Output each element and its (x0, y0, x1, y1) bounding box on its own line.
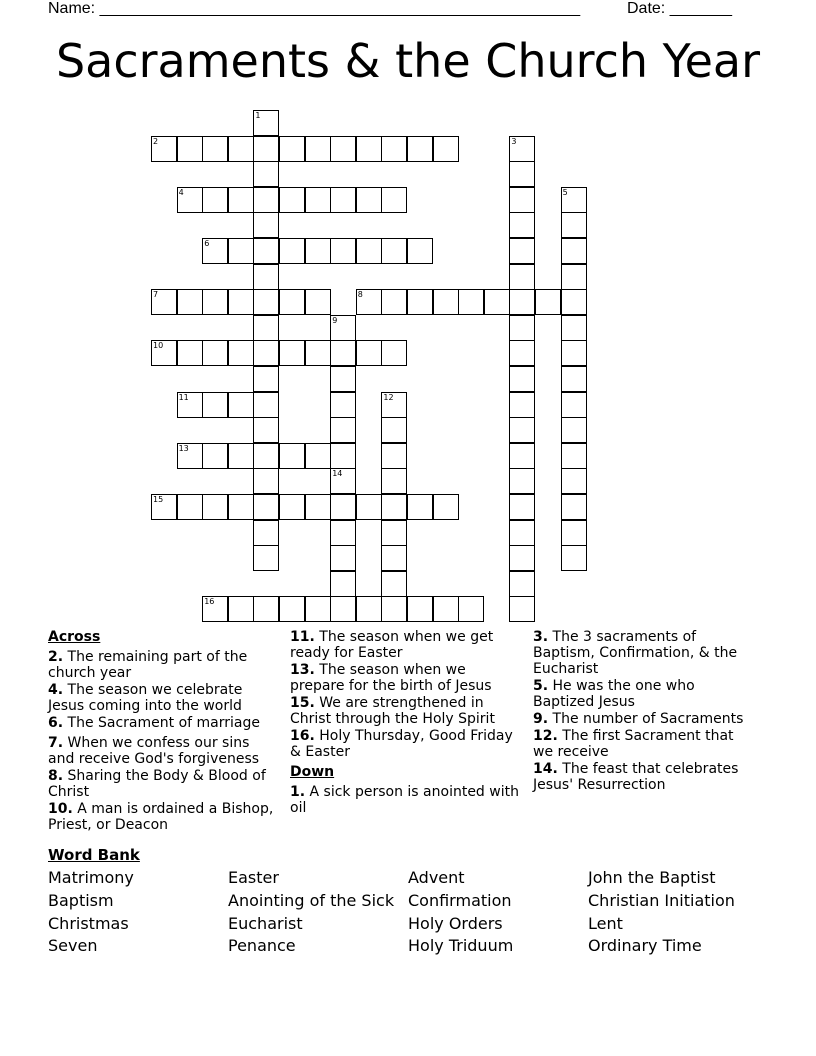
crossword-cell[interactable] (279, 494, 305, 520)
clue-number: 8 (357, 290, 363, 300)
crossword-cell[interactable] (509, 468, 535, 494)
crossword-cell[interactable] (561, 545, 587, 571)
crossword-cell[interactable] (177, 289, 203, 315)
crossword-cell[interactable] (381, 443, 407, 469)
crossword-cell[interactable] (253, 161, 279, 187)
crossword-cell[interactable] (381, 571, 407, 597)
clue-number: 10 (153, 341, 164, 351)
crossword-cell[interactable] (561, 289, 587, 315)
crossword-cell[interactable] (561, 443, 587, 469)
crossword-cell[interactable] (407, 289, 433, 315)
clue-across-2: 2. The remaining part of the church year (48, 649, 248, 681)
crossword-cell[interactable] (561, 520, 587, 546)
crossword-cell[interactable] (279, 187, 305, 213)
crossword-cell[interactable] (305, 340, 331, 366)
crossword-cell[interactable] (509, 494, 535, 520)
crossword-cell[interactable] (305, 238, 331, 264)
crossword-cell[interactable] (509, 417, 535, 443)
crossword-cell[interactable] (458, 596, 484, 622)
clue-down-3: 3. The 3 sacraments of Baptism, Confirmation, & the Eucharist (533, 629, 738, 677)
crossword-cell[interactable] (202, 443, 228, 469)
crossword-cell[interactable] (330, 136, 356, 162)
clue-number: 13 (178, 443, 189, 453)
crossword-cell[interactable] (356, 340, 382, 366)
clue-across-10: 10. A man is ordained a Bishop, Priest, or Deacon (48, 801, 274, 833)
crossword-cell[interactable] (381, 596, 407, 622)
word-bank-heading: Word Bank (48, 846, 140, 864)
word-bank-item: Eucharist (228, 914, 303, 933)
crossword-cell[interactable] (279, 238, 305, 264)
crossword-cell[interactable] (253, 494, 279, 520)
crossword-cell[interactable] (509, 212, 535, 238)
crossword-cell[interactable] (253, 289, 279, 315)
crossword-cell[interactable] (381, 187, 407, 213)
page-title: Sacraments & the Church Year (55, 34, 761, 88)
crossword-cell[interactable] (330, 392, 356, 418)
crossword-cell[interactable] (253, 264, 279, 290)
crossword-cell[interactable] (279, 340, 305, 366)
crossword-cell[interactable] (509, 340, 535, 366)
crossword-cell[interactable] (561, 187, 587, 213)
crossword-cell[interactable] (407, 494, 433, 520)
crossword-cell[interactable] (330, 187, 356, 213)
clue-number: 15 (153, 495, 164, 504)
crossword-cell[interactable] (535, 289, 561, 315)
crossword-cell[interactable] (381, 340, 407, 366)
crossword-cell[interactable] (561, 264, 587, 290)
clue-number: 1 (255, 111, 261, 120)
crossword-cell[interactable] (356, 596, 382, 622)
crossword-cell[interactable] (330, 520, 356, 546)
crossword-cell[interactable] (381, 136, 407, 162)
crossword-cell[interactable] (330, 571, 356, 597)
crossword-cell[interactable] (228, 136, 254, 162)
crossword-cell[interactable] (381, 417, 407, 443)
crossword-cell[interactable] (356, 289, 382, 315)
crossword-cell[interactable] (509, 545, 535, 571)
crossword-cell[interactable] (228, 289, 254, 315)
crossword-cell[interactable] (330, 366, 356, 392)
crossword-cell[interactable] (151, 494, 177, 520)
crossword-cell[interactable] (202, 340, 228, 366)
crossword-cell[interactable] (561, 315, 587, 341)
crossword-cell[interactable] (253, 110, 279, 136)
crossword-cell[interactable] (381, 238, 407, 264)
clue-down-12: 12. The first Sacrament that we receive (533, 728, 734, 760)
crossword-cell[interactable] (561, 340, 587, 366)
crossword-cell[interactable] (484, 289, 510, 315)
crossword-cell[interactable] (381, 545, 407, 571)
crossword-cell[interactable] (177, 340, 203, 366)
clue-across-13: 13. The season when we prepare for the birth of Jesus (290, 662, 492, 694)
clue-down-1: 1. A sick person is anointed with oil (290, 784, 519, 816)
clue-number: 12 (383, 392, 394, 402)
crossword-cell[interactable] (151, 340, 177, 366)
crossword-cell[interactable] (509, 366, 535, 392)
crossword-cell[interactable] (228, 392, 254, 418)
crossword-cell[interactable] (202, 392, 228, 418)
down-heading: Down (290, 764, 335, 780)
crossword-cell[interactable] (253, 443, 279, 469)
crossword-cell[interactable] (151, 136, 177, 162)
crossword-cell[interactable] (305, 494, 331, 520)
clue-across-8: 8. Sharing the Body & Blood of Christ (48, 768, 266, 800)
crossword-cell[interactable] (228, 187, 254, 213)
crossword-cell[interactable] (561, 468, 587, 494)
crossword-cell[interactable] (509, 264, 535, 290)
crossword-cell[interactable] (253, 212, 279, 238)
crossword-cell[interactable] (561, 238, 587, 264)
crossword-cell[interactable] (561, 494, 587, 520)
date-line: Date: _______ (627, 0, 732, 17)
crossword-cell[interactable] (305, 289, 331, 315)
word-bank-item: Seven (48, 936, 98, 955)
crossword-cell[interactable] (202, 494, 228, 520)
clue-number: 16 (204, 597, 215, 607)
crossword-cell[interactable] (177, 494, 203, 520)
crossword-cell[interactable] (202, 238, 228, 264)
crossword-cell[interactable] (279, 596, 305, 622)
crossword-cell[interactable] (202, 187, 228, 213)
crossword-cell[interactable] (509, 315, 535, 341)
word-bank-item: Penance (228, 936, 296, 955)
crossword-cell[interactable] (561, 366, 587, 392)
clues-column-2 (290, 629, 522, 817)
clue-number: 4 (178, 187, 184, 197)
word-bank-item: Baptism (48, 891, 114, 910)
clue-across-7: 7. When we confess our sins and receive God's forgiveness (48, 735, 260, 767)
crossword-cell[interactable] (330, 340, 356, 366)
crossword-cell[interactable] (509, 187, 535, 213)
crossword-cell[interactable] (253, 520, 279, 546)
word-bank-item: Christmas (48, 914, 129, 933)
crossword-cell[interactable] (458, 289, 484, 315)
crossword-cell[interactable] (330, 545, 356, 571)
crossword-cell[interactable] (407, 596, 433, 622)
crossword-cell[interactable] (253, 238, 279, 264)
crossword-cell[interactable] (253, 468, 279, 494)
crossword-cell[interactable] (433, 136, 459, 162)
crossword-cell[interactable] (433, 596, 459, 622)
crossword-cell[interactable] (305, 596, 331, 622)
crossword-cell[interactable] (330, 238, 356, 264)
clue-down-9: 9. The number of Sacraments (533, 711, 744, 727)
crossword-cell[interactable] (356, 494, 382, 520)
crossword-cell[interactable] (381, 494, 407, 520)
clue-number: 6 (204, 239, 210, 248)
crossword-cell[interactable] (253, 187, 279, 213)
crossword-cell[interactable] (253, 136, 279, 162)
word-bank-item: Ordinary Time (588, 936, 702, 955)
clues-column-1 (48, 629, 280, 834)
clue-across-16: 16. Holy Thursday, Good Friday & Easter (290, 728, 513, 760)
crossword-cell[interactable] (228, 596, 254, 622)
word-bank-item: Matrimony (48, 868, 134, 887)
clue-number: 3 (511, 136, 517, 146)
crossword-cell[interactable] (228, 443, 254, 469)
crossword-cell[interactable] (509, 392, 535, 418)
clue-number: 9 (332, 315, 338, 325)
crossword-cell[interactable] (253, 392, 279, 418)
across-heading: Across (48, 629, 101, 645)
crossword-cell[interactable] (509, 520, 535, 546)
crossword-cell[interactable] (330, 315, 356, 341)
clue-number: 5 (562, 187, 568, 197)
crossword-cell[interactable] (561, 417, 587, 443)
crossword-cell[interactable] (279, 136, 305, 162)
crossword-cell[interactable] (356, 238, 382, 264)
clue-down-5: 5. He was the one who Baptized Jesus (533, 678, 695, 710)
crossword-cell[interactable] (433, 494, 459, 520)
crossword-cell[interactable] (305, 187, 331, 213)
crossword-cell[interactable] (381, 520, 407, 546)
word-bank-item: Anointing of the Sick (228, 891, 395, 910)
clue-across-15: 15. We are strengthened in Christ through the Holy Spirit (290, 695, 495, 727)
word-bank-item: Christian Initiation (588, 891, 735, 910)
word-bank-item: John the Baptist (588, 868, 716, 887)
crossword-cell[interactable] (356, 136, 382, 162)
clue-across-6: 6. The Sacrament of marriage (48, 715, 260, 731)
word-bank-item: Holy Triduum (408, 936, 514, 955)
crossword-cell[interactable] (509, 238, 535, 264)
crossword-cell[interactable] (228, 238, 254, 264)
crossword-cell[interactable] (305, 443, 331, 469)
crossword-cell[interactable] (561, 212, 587, 238)
crossword-cell[interactable] (330, 468, 356, 494)
word-bank-item: Holy Orders (408, 914, 503, 933)
crossword-cell[interactable] (202, 596, 228, 622)
crossword-cell[interactable] (381, 392, 407, 418)
crossword-cell[interactable] (253, 315, 279, 341)
crossword-cell[interactable] (330, 494, 356, 520)
crossword-cell[interactable] (509, 289, 535, 315)
crossword-cell[interactable] (433, 289, 459, 315)
crossword-cell[interactable] (228, 494, 254, 520)
crossword-cell[interactable] (356, 187, 382, 213)
clue-across-4: 4. The season we celebrate Jesus coming into the world (48, 682, 243, 714)
crossword-cell[interactable] (253, 340, 279, 366)
crossword-cell[interactable] (330, 443, 356, 469)
word-bank-item: Lent (588, 914, 623, 933)
crossword-cell[interactable] (509, 443, 535, 469)
crossword-cell[interactable] (407, 238, 433, 264)
clue-number: 11 (178, 392, 189, 402)
crossword-cell[interactable] (381, 468, 407, 494)
crossword-cell[interactable] (381, 289, 407, 315)
clue-number: 14 (332, 469, 343, 479)
crossword-cell[interactable] (279, 289, 305, 315)
crossword-cell[interactable] (509, 161, 535, 187)
crossword-cell[interactable] (202, 136, 228, 162)
word-bank-item: Advent (408, 868, 465, 887)
crossword-cell[interactable] (509, 136, 535, 162)
crossword-cell[interactable] (253, 417, 279, 443)
word-bank-item: Easter (228, 868, 279, 887)
crossword-cell[interactable] (202, 289, 228, 315)
name-line: Name: ______________________________________________________ (48, 0, 581, 17)
crossword-cell[interactable] (177, 136, 203, 162)
clues-column-3 (533, 629, 758, 794)
crossword-cell[interactable] (561, 392, 587, 418)
crossword-cell[interactable] (330, 596, 356, 622)
word-bank-item: Confirmation (408, 891, 512, 910)
crossword-cell[interactable] (177, 392, 203, 418)
clue-number: 7 (153, 290, 159, 300)
crossword-cell[interactable] (330, 417, 356, 443)
crossword-cell[interactable] (177, 443, 203, 469)
crossword-cell[interactable] (407, 136, 433, 162)
clue-down-14: 14. The feast that celebrates Jesus' Resurrection (533, 761, 739, 793)
crossword-cell[interactable] (151, 289, 177, 315)
crossword-cell[interactable] (253, 545, 279, 571)
crossword-cell[interactable] (253, 596, 279, 622)
crossword-cell[interactable] (228, 340, 254, 366)
clue-across-11: 11. The season when we get ready for Easter (290, 629, 494, 661)
crossword-cell[interactable] (279, 443, 305, 469)
crossword-cell[interactable] (305, 136, 331, 162)
crossword-cell[interactable] (253, 366, 279, 392)
crossword-cell[interactable] (177, 187, 203, 213)
clue-number: 2 (153, 136, 159, 146)
crossword-cell[interactable] (509, 571, 535, 597)
crossword-cell[interactable] (509, 596, 535, 622)
